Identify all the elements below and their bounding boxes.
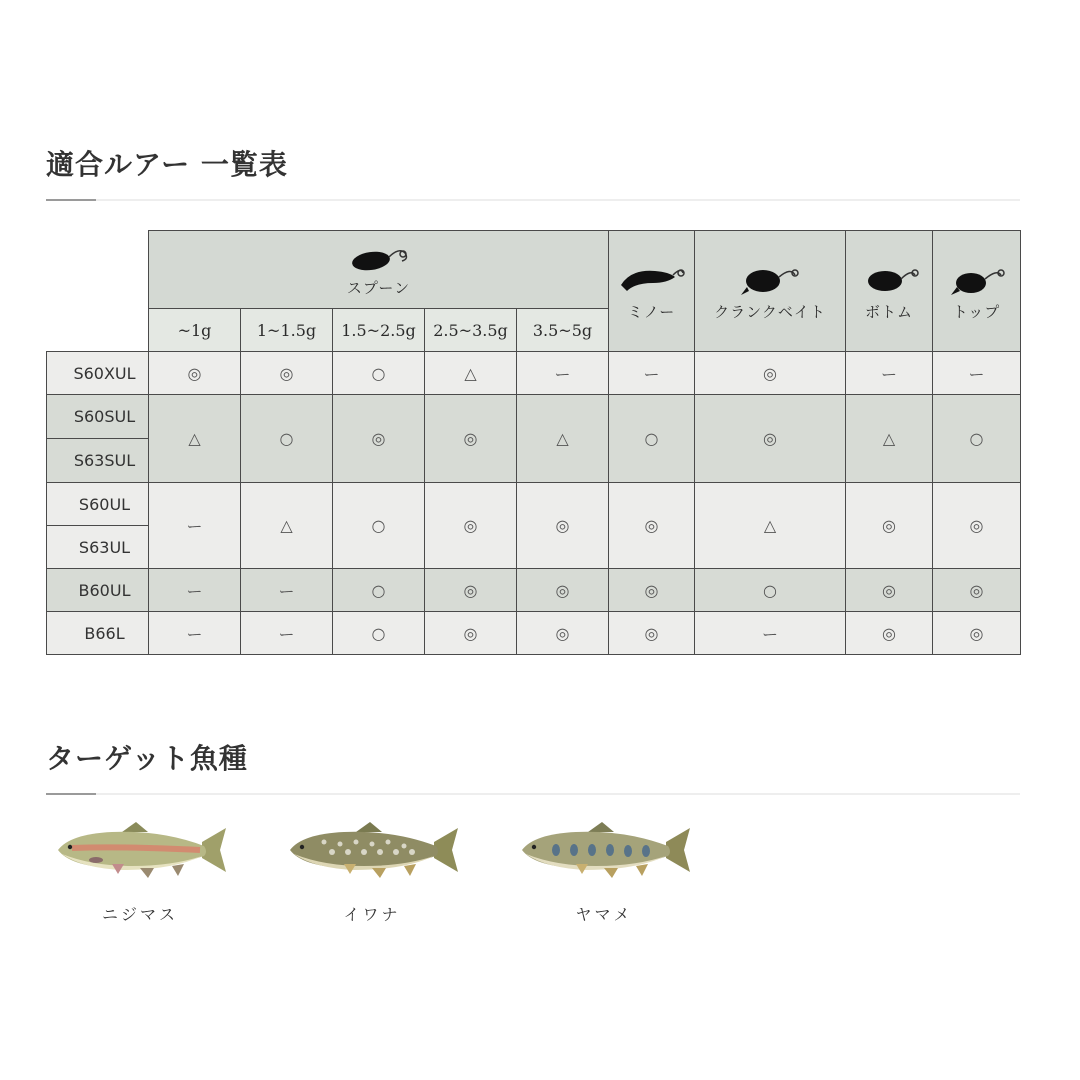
table-row (47, 569, 1021, 612)
rating-cell: △ (425, 352, 517, 395)
minnow-icon (617, 261, 687, 297)
rating-cell: ◎ (517, 483, 609, 569)
title-divider (46, 199, 1020, 201)
model-name: B60UL (47, 569, 149, 612)
corner-blank (47, 231, 149, 352)
rating-cell: ◎ (846, 483, 933, 569)
rainbow-trout-illustration (52, 820, 228, 882)
rating-cell: ○ (933, 395, 1021, 483)
table-row (47, 483, 1021, 526)
rating-cell: △ (241, 483, 333, 569)
spoon-icon (347, 241, 411, 273)
rating-cell: ー (846, 352, 933, 395)
weight-header: 1~1.5g (241, 309, 333, 352)
target-fish-title: ターゲット魚種 (46, 742, 248, 775)
rating-cell: ー (695, 612, 846, 655)
crankbait-label: クランクベイト (714, 302, 826, 321)
minnow-label: ミノー (627, 302, 676, 321)
fish-name: ニジマス (101, 905, 178, 924)
rating-cell: ○ (333, 352, 425, 395)
weight-header: ~1g (149, 309, 241, 352)
rating-cell: ◎ (846, 612, 933, 655)
header-crankbait (695, 231, 846, 352)
rating-cell: ◎ (425, 612, 517, 655)
model-name: S63UL (47, 526, 149, 569)
rating-cell: ー (609, 352, 695, 395)
rating-cell: ◎ (425, 395, 517, 483)
rating-cell: ○ (333, 483, 425, 569)
rating-cell: ◎ (933, 569, 1021, 612)
yamame-illustration (516, 820, 692, 882)
fish-item-yamame (514, 820, 694, 925)
rating-cell: ー (149, 483, 241, 569)
rating-cell: ー (241, 569, 333, 612)
table-row (47, 612, 1021, 655)
lure-table-title: 適合ルアー 一覧表 (46, 148, 288, 181)
rating-cell: ◎ (425, 483, 517, 569)
rating-cell: ○ (333, 569, 425, 612)
rating-cell: ー (149, 569, 241, 612)
rating-cell: ◎ (241, 352, 333, 395)
fish-name: ヤマメ (575, 905, 633, 924)
header-bottom (846, 231, 933, 352)
model-name: S63SUL (47, 439, 149, 483)
lure-compatibility-table (46, 230, 1021, 655)
header-top (933, 231, 1021, 352)
rating-cell: ◎ (609, 612, 695, 655)
rating-cell: ○ (333, 612, 425, 655)
weight-header: 1.5~2.5g (333, 309, 425, 352)
fish-name: イワナ (343, 905, 401, 924)
rating-cell: ◎ (333, 395, 425, 483)
model-name: S60XUL (47, 352, 149, 395)
fish-item-rainbow-trout (50, 820, 230, 925)
rating-cell: ー (149, 612, 241, 655)
rating-cell: ○ (695, 569, 846, 612)
header-spoon (149, 231, 609, 309)
model-name: S60UL (47, 483, 149, 526)
rating-cell: ー (933, 352, 1021, 395)
rating-cell: ー (241, 612, 333, 655)
rating-cell: ◎ (425, 569, 517, 612)
bottom-lure-icon (857, 261, 921, 297)
rating-cell: ◎ (846, 569, 933, 612)
table-row (47, 395, 1021, 439)
rating-cell: ○ (609, 395, 695, 483)
rating-cell: ◎ (517, 612, 609, 655)
table-row (47, 352, 1021, 395)
rating-cell: △ (846, 395, 933, 483)
bottom-label: ボトム (864, 302, 913, 321)
model-name: S60SUL (47, 395, 149, 439)
rating-cell: △ (517, 395, 609, 483)
rating-cell: ◎ (695, 352, 846, 395)
rating-cell: ○ (241, 395, 333, 483)
weight-header: 2.5~3.5g (425, 309, 517, 352)
rating-cell: ◎ (517, 569, 609, 612)
model-name: B66L (47, 612, 149, 655)
spoon-label: スプーン (346, 279, 411, 297)
rating-cell: ー (517, 352, 609, 395)
fish-item-char (282, 820, 462, 925)
rating-cell: ◎ (149, 352, 241, 395)
title-divider (46, 793, 1020, 795)
char-illustration (284, 820, 460, 882)
rating-cell: ◎ (933, 483, 1021, 569)
crankbait-icon (735, 261, 805, 297)
rating-cell: ◎ (609, 569, 695, 612)
rating-cell: △ (695, 483, 846, 569)
rating-cell: ◎ (695, 395, 846, 483)
weight-header: 3.5~5g (517, 309, 609, 352)
top-lure-icon (945, 261, 1009, 297)
header-minnow (609, 231, 695, 352)
rating-cell: ◎ (609, 483, 695, 569)
rating-cell: ◎ (933, 612, 1021, 655)
top-label: トップ (952, 302, 1001, 321)
rating-cell: △ (149, 395, 241, 483)
